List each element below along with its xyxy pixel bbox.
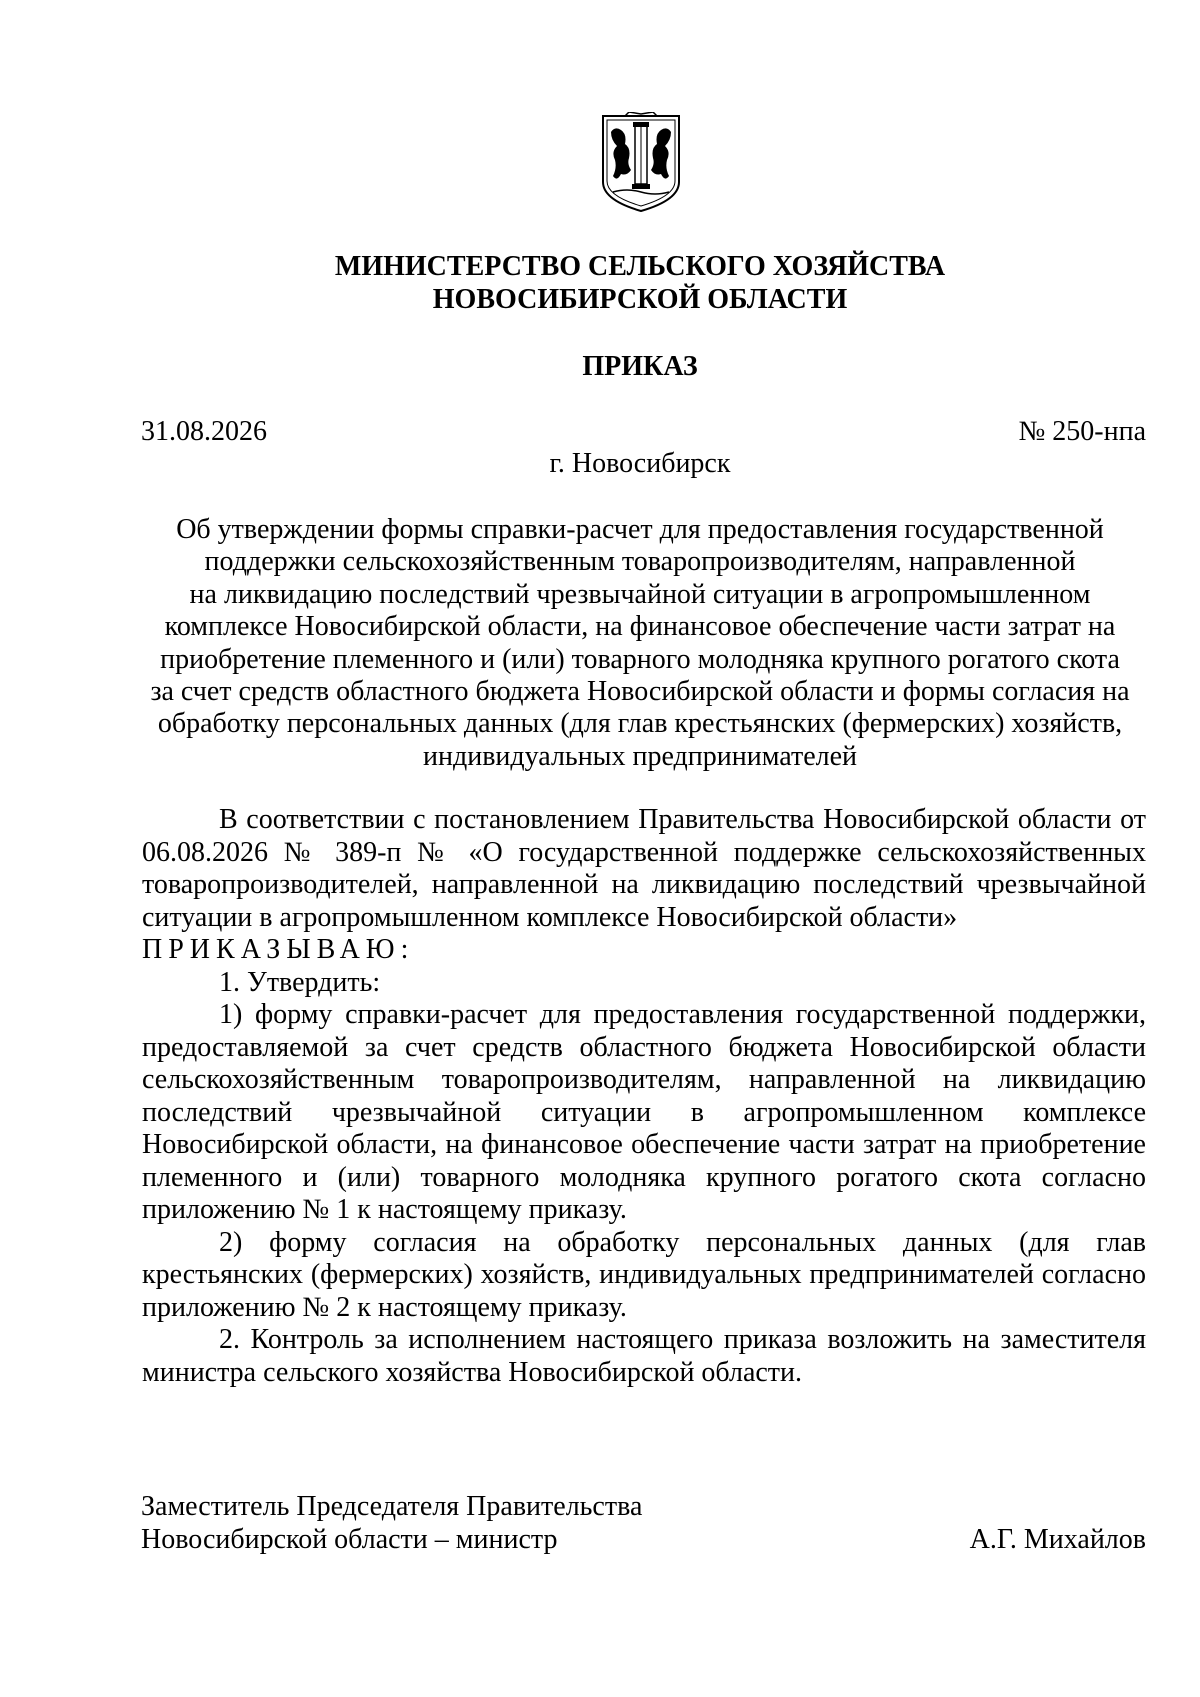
order-word: ПРИКАЗЫВАЮ: xyxy=(142,934,415,965)
item-1-1: 1) форму справки-расчет для предоставления государственной поддержки, предоставляемой за счет средств областного бюджета Новосибирской области сельскохозяйственным товаропроизводителям, направленной на ликвидацию последствий чрезвычайной ситуации в агропромышленном комплексе Новосибирской области, на финансовое обеспечение части затрат на приобретение племенного и (или) товарного молодняка крупного рогатого скота согласно приложению № 1 к настоящему приказу. xyxy=(142,999,1146,1225)
document-city: г. Новосибирск xyxy=(549,448,731,479)
ministry-line-2: НОВОСИБИРСКОЙ ОБЛАСТИ xyxy=(432,284,848,315)
subject-line: обработку персональных данных (для глав крестьянских (фермерских) хозяйств, xyxy=(157,708,1123,740)
subject-line: на ликвидацию последствий чрезвычайной ситуации в агропромышленном xyxy=(189,578,1091,610)
subject-line: индивидуальных предпринимателей xyxy=(423,740,857,772)
document-date: 31.08.2026 xyxy=(141,416,267,447)
subject-line: Об утверждении формы справки-расчет для предоставления государственной xyxy=(176,514,1104,545)
subject-line: поддержки сельскохозяйственным товаропроизводителям, направленной xyxy=(204,546,1076,578)
preamble-paragraph: В соответствии с постановлением Правительства Новосибирской области от 06.08.2026 № 389-п № «О государственной поддержке сельскохозяйственных товаропроизводителей, направленной на ликвидацию последствий чрезвычайной ситуации в агропромышленном комплексе Новосибирской области» xyxy=(142,804,1146,933)
item-2: 2. Контроль за исполнением настоящего приказа возложить на заместителя министра сельского хозяйства Новосибирской области. xyxy=(142,1324,1146,1388)
ministry-title xyxy=(140,250,1140,316)
signer-name: А.Г. Михайлов xyxy=(969,1524,1146,1555)
document-subject xyxy=(140,514,1140,773)
document-type: ПРИКАЗ xyxy=(582,351,698,382)
novosibirsk-coat-of-arms-icon xyxy=(597,112,685,214)
signer-position-line-1: Заместитель Председателя Правительства xyxy=(141,1491,643,1522)
ministry-line-1: МИНИСТЕРСТВО СЕЛЬСКОГО ХОЗЯЙСТВА xyxy=(334,251,946,282)
document-number: № 250-нпа xyxy=(1018,416,1146,447)
signer-position xyxy=(141,1490,642,1556)
item-1: 1. Утвердить: xyxy=(219,966,381,998)
signer-position-line-2: Новосибирской области – министр xyxy=(141,1524,558,1555)
subject-line: за счет средств областного бюджета Новосибирской области и формы согласия на xyxy=(150,676,1130,708)
item-1-2: 2) форму согласия на обработку персональных данных (для глав крестьянских (фермерских) хозяйств, индивидуальных предпринимателей согласно приложению № 2 к настоящему приказу. xyxy=(142,1226,1146,1323)
document-body xyxy=(142,804,1146,1389)
subject-line: приобретение племенного и (или) товарного молодняка крупного рогатого скота xyxy=(160,643,1120,675)
subject-line: комплексе Новосибирской области, на финансовое обеспечение части затрат на xyxy=(164,611,1116,643)
